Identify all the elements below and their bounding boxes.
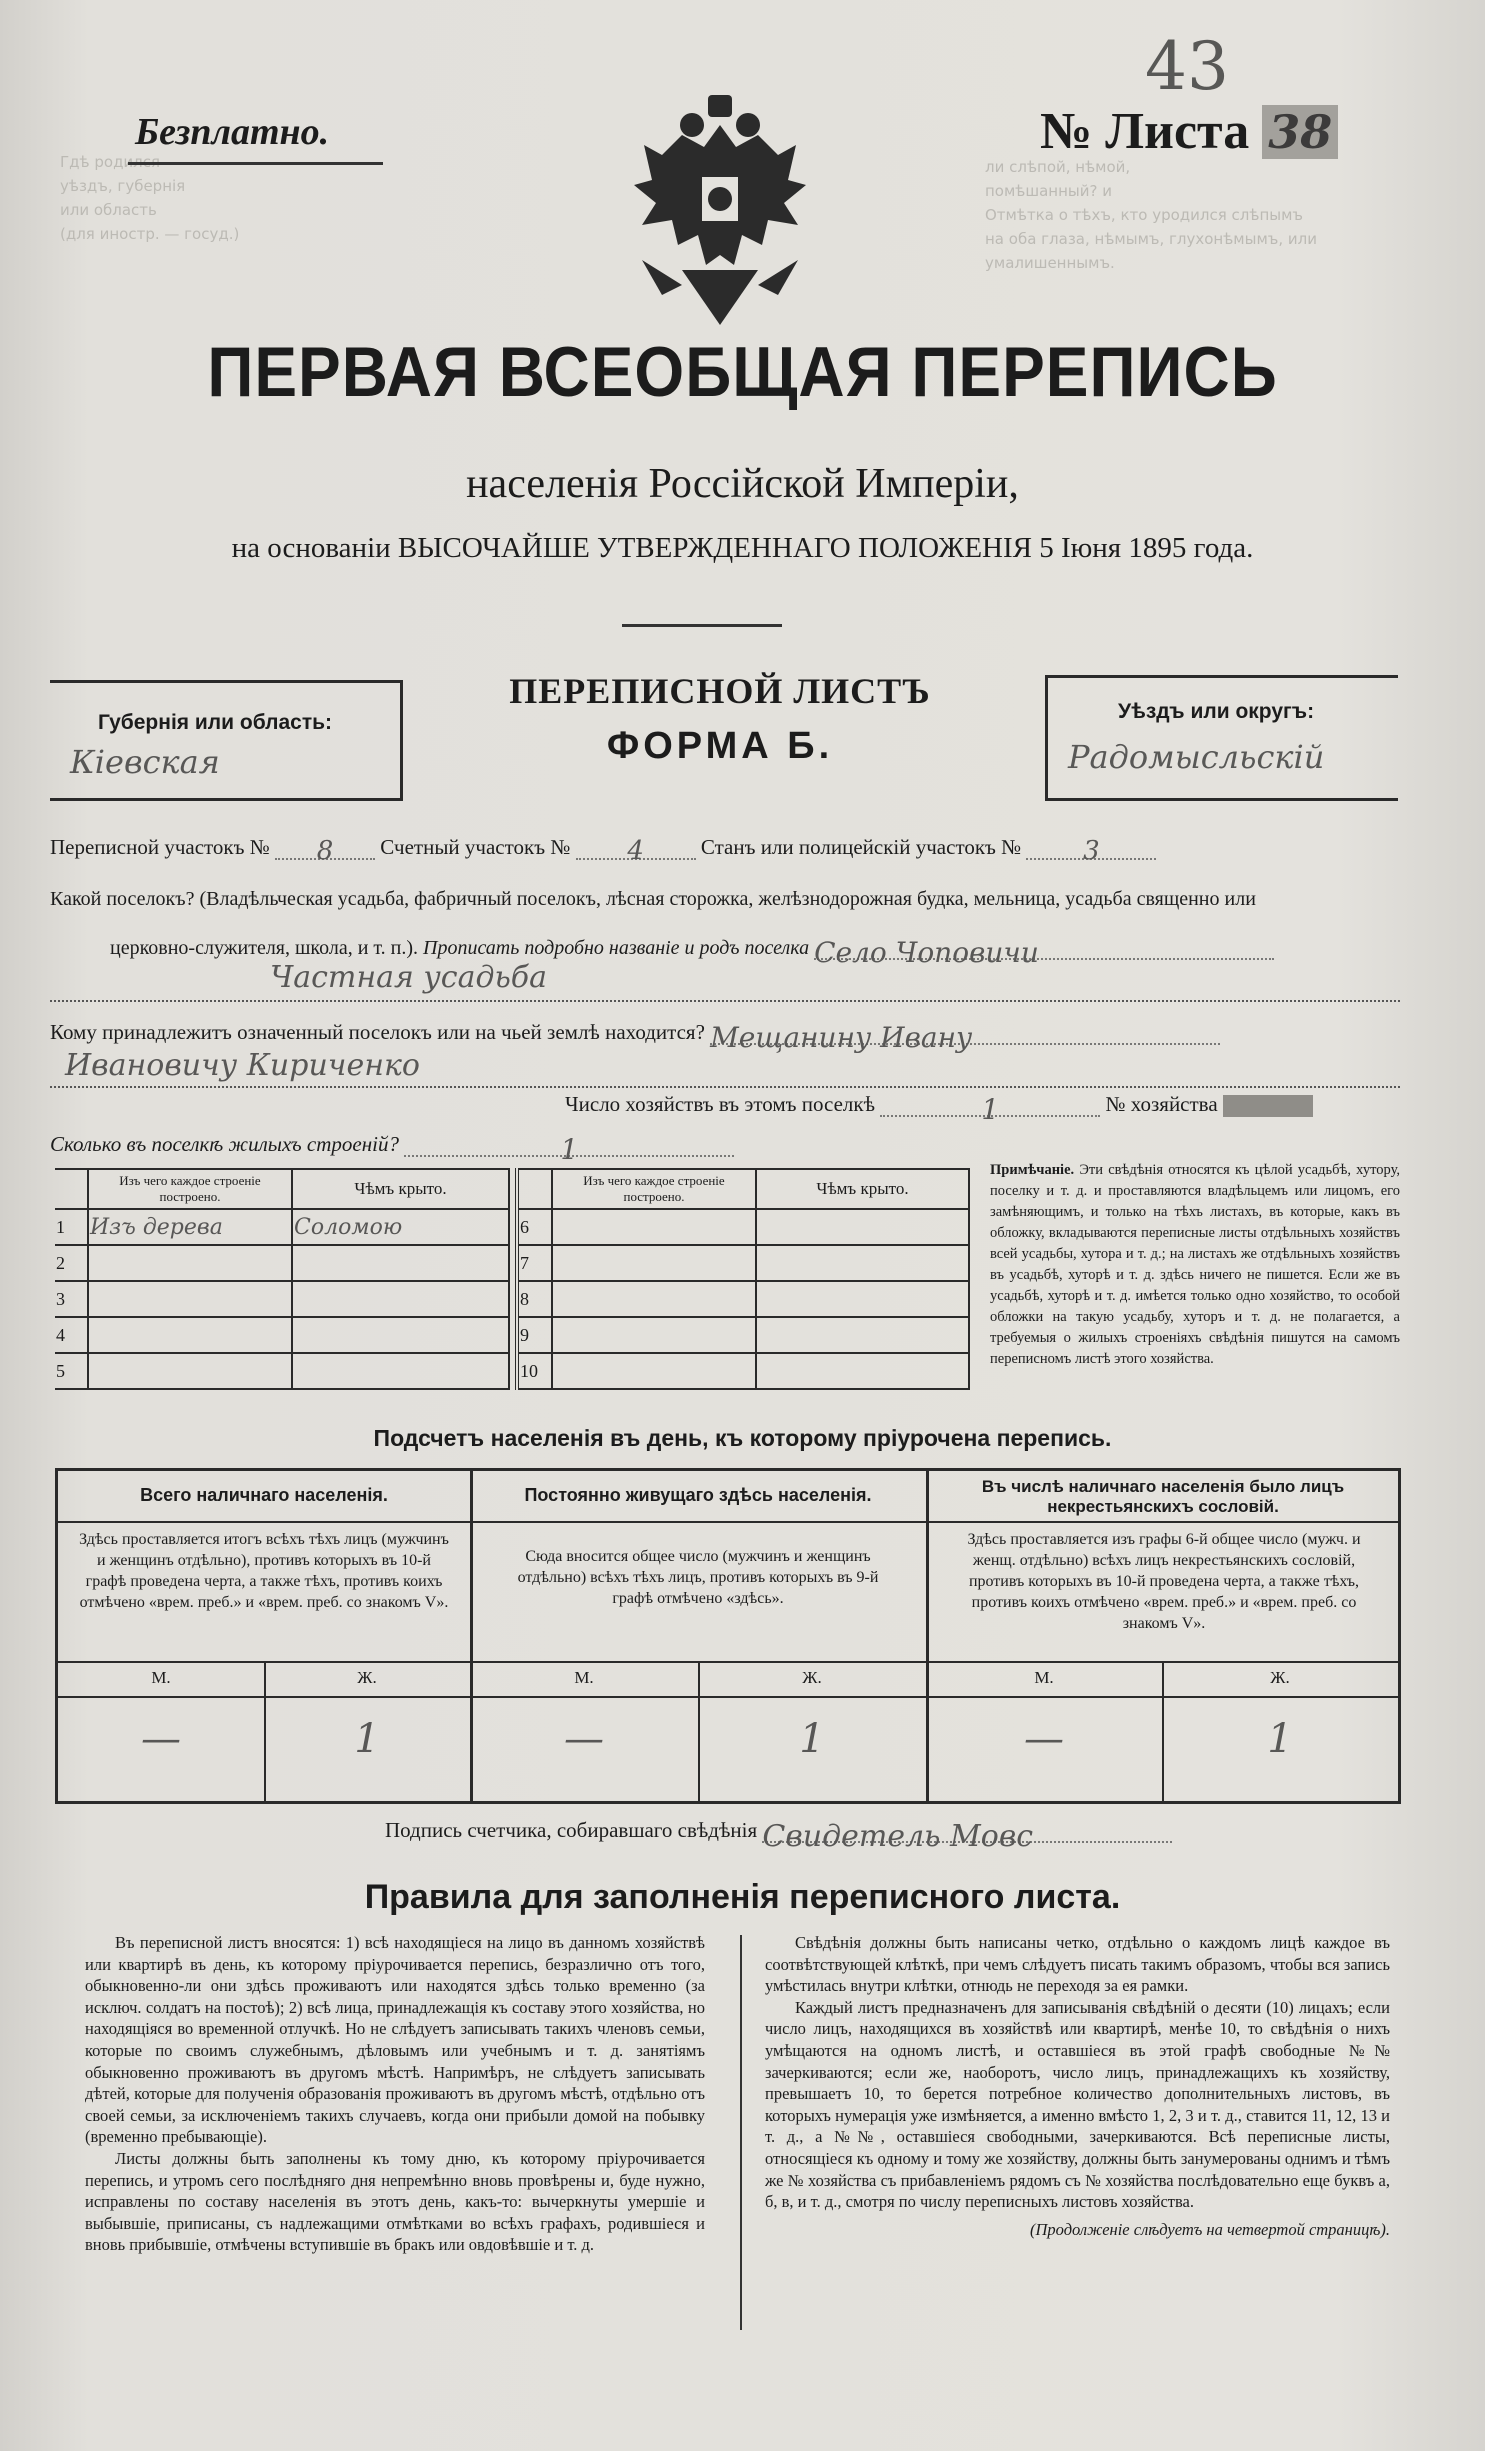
col-built-of-2: Изъ чего каждое строеніе построено.	[552, 1169, 756, 1209]
province-label: Губернія или область:	[98, 711, 333, 734]
note-lead: Примѣчаніе.	[990, 1162, 1075, 1178]
rules-left-p1: Въ переписной листъ вносятся: 1) всѣ находящіеся на лицо въ данномъ хозяйствѣ или квартирѣ въ день, къ которому пріурочивается перепись, безразлично отъ того, обыкновенно-ли они здѣсь проживаютъ или находятся здѣсь только временно (за исключ. солдатъ на постоѣ); 2) всѣ лица, принадлежащія къ составу этого хозяйства, но находящіяся во временной отлучкѣ. Но не слѣдуетъ записывать такихъ членовъ семьи, которые по своимъ служебнымъ, дѣловымъ или учебнымъ и т. д. занятіямъ обыкновенно проживаютъ въ другомъ мѣстѣ. Напримѣръ, не слѣдуетъ записывать дѣтей, которые для полученія образованія проживаютъ въ другомъ мѣстѣ, отдѣльно отъ своей семьи, за исключеніемъ такихъ случаевъ, когда они прибыли домой на побывку (временно пребывающіе).	[85, 1933, 705, 2147]
free-label-underline	[128, 162, 383, 165]
archive-number: 43	[1145, 28, 1229, 105]
owner-value: Мещанину Ивану	[710, 1021, 1220, 1045]
owner-line-2	[50, 1048, 1400, 1088]
rules-title: Правила для заполненія переписного листа.	[364, 1878, 1121, 1916]
settlement-line	[110, 936, 1410, 969]
household-no-label: № хозяйства	[1105, 1092, 1218, 1116]
district-box	[1045, 675, 1398, 801]
count-col-2-f: 1	[799, 1716, 825, 1762]
table-row: 10	[517, 1353, 969, 1389]
owner-line	[50, 1020, 1400, 1054]
table-row: 1 Изъ дерева Соломою	[55, 1209, 509, 1245]
count-table	[55, 1468, 1401, 1804]
census-area-value: 8	[275, 836, 375, 860]
sheet-no-label: № Листа	[1040, 103, 1250, 160]
form-title: ПЕРЕПИСНОЙ ЛИСТЪ	[509, 671, 931, 711]
signature-line	[385, 1818, 1172, 1854]
owner-question: Кому принадлежитъ означенный поселокъ или на чьей землѣ находится?	[50, 1020, 705, 1044]
count-col-1-text: Здѣсь проставляется итогъ всѣхъ тѣхъ лицъ (мужчинъ и женщинъ отдѣльно), противъ которыхъ въ 10-й графѣ проведена черта, а также тѣхъ, противъ коихъ отмѣчено «врем. преб.» и «врем. преб. со знакомъ V».	[79, 1531, 449, 1611]
province-value: Кiевская	[70, 743, 220, 781]
buildings-table-right	[515, 1168, 970, 1390]
counting-area-value: 4	[576, 836, 696, 860]
settlement-value: Село Чоповичи	[814, 936, 1274, 960]
buildings-label: Сколько въ поселкѣ жилыхъ строеній?	[50, 1132, 399, 1156]
table-row: 3	[55, 1281, 509, 1317]
signature-label: Подпись счетчика, собиравшаго свѣдѣнія	[385, 1818, 758, 1842]
count-col-1-f: 1	[354, 1716, 380, 1762]
count-col-2-m: —	[564, 1716, 604, 1762]
sheet-no-value: 38	[1262, 105, 1338, 159]
settlement-line-2	[50, 960, 1400, 1002]
counting-area-label: Счетный участокъ №	[380, 835, 571, 859]
count-col-2-text: Сюда вносится общее число (мужчинъ и женщинъ отдѣльно) всѣхъ тѣхъ лицъ, противъ которыхъ въ 9-й графѣ отмѣчено «здѣсь».	[517, 1548, 879, 1607]
title-divider	[622, 624, 782, 627]
m-label: М.	[151, 1668, 171, 1687]
table-row: 2	[55, 1245, 509, 1281]
table-row: 5	[55, 1353, 509, 1389]
free-label: Безплатно.	[135, 111, 330, 153]
table-row: 4	[55, 1317, 509, 1353]
signature-value: Свидетель Мовс	[762, 1819, 1172, 1843]
police-area-value: 3	[1026, 836, 1156, 860]
rules-right-p2: Каждый листъ предназначенъ для записыванія свѣдѣній о десяти (10) лицахъ; если число лицъ, находящихся въ хозяйствѣ или квартирѣ, менѣе 10, то свѣдѣнія о нихъ умѣщаются на одномъ листѣ, и оставшіеся въ этой графѣ свободные №№ зачеркиваются; если же, наоборотъ, число лицъ, принадлежащихъ къ хозяйству, превышаетъ 10, то берется потребное количество дополнительныхъ листовъ, въ которыхъ нумерація уже измѣняется, а именно вмѣсто 1, 2, 3 и т. д., ставится 11, 12, 13 и т. д., а №№, оставшіеся свободными, зачеркиваются. Всѣ переписные листы, относящіеся къ одному и тому же хозяйству, должны быть занумерованы однимъ и тѣмъ же № хозяйства съ прибавленіемъ рядомъ съ № хозяйства послѣдовательно еще буквъ а, б, в, и т. д., смотря по числу переписныхъ листовъ хозяйства.	[765, 1997, 1390, 2212]
note-block	[990, 1160, 1400, 1370]
f-label-2: Ж.	[802, 1668, 822, 1687]
rules-divider	[740, 1935, 742, 2330]
rules-left-p2: Листы должны быть заполнены къ тому дню, къ которому пріурочивается перепись, и утромъ сего послѣдняго дня непремѣнно вновь провѣрены и, буде нужно, исправлены по составу населенія въ этотъ день, какъ-то: вычеркнуты умершіе и выбывшіе, приписаны, съ надлежащими отмѣтками во всѣхъ графахъ, родившіеся и вновь прибывшіе, отмѣчены вступившіе въ бракъ или овдовѣвшіе и т. д.	[85, 2148, 705, 2255]
settlement-question-2: церковно-служителя, школа, и т. п.).	[110, 937, 418, 959]
police-area-label: Станъ или полицейскій участокъ №	[700, 835, 1022, 859]
legal-basis: на основаніи ВЫСОЧАЙШЕ УТВЕРЖДЕННАГО ПОЛОЖЕНІЯ 5 Іюня 1895 года.	[231, 532, 1254, 564]
household-no-redaction	[1223, 1095, 1313, 1117]
table-row: 7	[517, 1245, 969, 1281]
households-value: 1	[880, 1093, 1100, 1117]
households-label: Число хозяйствъ въ этомъ поселкѣ	[565, 1092, 875, 1116]
district-value: Радомысльскiй	[1068, 738, 1325, 776]
m-label-3: М.	[1034, 1668, 1054, 1687]
col-built-of: Изъ чего каждое строеніе построено.	[88, 1169, 292, 1209]
count-title: Подсчетъ населенія въ день, къ которому пріурочена перепись.	[373, 1425, 1112, 1451]
rules-left-column	[85, 1932, 705, 2256]
note-text: Эти свѣдѣнія относятся къ цѣлой усадьбѣ, хутору, поселку и т. д. и проставляются владѣльцемъ или лицомъ, его замѣняющимъ, и только на тѣхъ листахъ, въ которые, какъ въ обложку, вкладываются переписные листы отдѣльныхъ хозяйствъ всей усадьбы, хутора и т. д.; на листахъ же отдѣльныхъ хозяйствъ въ усадьбѣ, хуторѣ и т. д. здѣсь ничего не пишется. Если же въ усадьбѣ, хуторѣ и т. д. имѣется только одно хозяйство, то особой обложки на такую усадьбу, хуторъ и т. д. не полагается, а требуемыя о жилыхъ строеніяхъ свѣдѣнія пишутся на самомъ переписномъ листѣ этого хозяйства.	[990, 1162, 1400, 1367]
location-line	[50, 835, 1156, 866]
page-subtitle: населенія Россійской Имперіи,	[466, 461, 1019, 507]
count-col-3-f: 1	[1267, 1716, 1293, 1762]
f-label: Ж.	[357, 1668, 377, 1687]
page-title: ПЕРВАЯ ВСЕОБЩАЯ ПЕРЕПИСЬ	[207, 332, 1278, 412]
count-col-3-text: Здѣсь проставляется изъ графы 6-й общее число (мужч. и женщ. отдѣльно) всѣхъ лицъ некрестьянскихъ сословій, противъ которыхъ въ 10-й проведена черта, а также тѣхъ, противъ коихъ отмѣчено «врем. преб.» и «врем. преб. со знакомъ V».	[967, 1531, 1361, 1632]
table-row: 6	[517, 1209, 969, 1245]
f-label-3: Ж.	[1270, 1668, 1290, 1687]
buildings-value: 1	[404, 1133, 734, 1157]
settlement-instruction: Прописать подробно названіе и родъ поселка	[423, 937, 810, 959]
col-roofed-with-2: Чѣмъ крыто.	[756, 1169, 969, 1209]
census-area-label: Переписной участокъ №	[50, 835, 270, 859]
m-label-2: М.	[574, 1668, 594, 1687]
bleed-through-right: ли слѣпой, нѣмой, помѣшанный? и Отмѣтка о тѣхъ, кто уродился слѣпымъ на оба глаза, нѣмымъ, глухонѣмымъ, или умалишеннымъ.	[985, 158, 1317, 272]
buildings-line	[50, 1132, 734, 1166]
households-line	[565, 1092, 1313, 1126]
table-row: 8	[517, 1281, 969, 1317]
rules-right-column	[765, 1932, 1390, 2240]
form-name: ФОРМА Б.	[606, 725, 834, 767]
col-roofed-with: Чѣмъ крыто.	[292, 1169, 509, 1209]
count-col-1-m: —	[141, 1716, 181, 1762]
rules-continued: (Продолженіе слѣдуетъ на четвертой страницѣ).	[1030, 2219, 1390, 2239]
bleed-through-left: Гдѣ родился уѣздъ, губернія или область (для иностр. — госуд.)	[60, 153, 240, 243]
rules-right-p1: Свѣдѣнія должны быть написаны четко, отдѣльно о каждомъ лицѣ каждое въ соотвѣтствующей клѣткѣ, при чемъ слѣдуетъ писать такимъ образомъ, чтобы вся запись умѣстилась внутри клѣтки, отнюдь не переходя за ея рамки.	[765, 1933, 1390, 1996]
province-box	[50, 680, 403, 801]
settlement-value-2: Частная усадьба	[270, 960, 548, 995]
district-label: Уѣздъ или округъ:	[1118, 700, 1315, 723]
owner-value-2: Ивановичу Кириченко	[65, 1048, 420, 1083]
count-col-2-head: Постоянно живущаго здѣсь населенія.	[524, 1485, 872, 1505]
count-col-3-m: —	[1024, 1716, 1064, 1762]
table-row: 9	[517, 1317, 969, 1353]
buildings-table-left	[55, 1168, 510, 1390]
count-col-1-head: Всего наличнаго населенія.	[140, 1485, 388, 1505]
count-col-3-head: Въ числѣ наличнаго населенія было лицъ некрестьянскихъ сословій.	[981, 1477, 1345, 1516]
settlement-question: Какой поселокъ? (Владѣльческая усадьба, фабричный поселокъ, лѣсная сторожка, желѣзнодорожная будка, мельница, усадьба священно или	[50, 888, 1256, 910]
double-headed-eagle-emblem	[622, 85, 818, 330]
